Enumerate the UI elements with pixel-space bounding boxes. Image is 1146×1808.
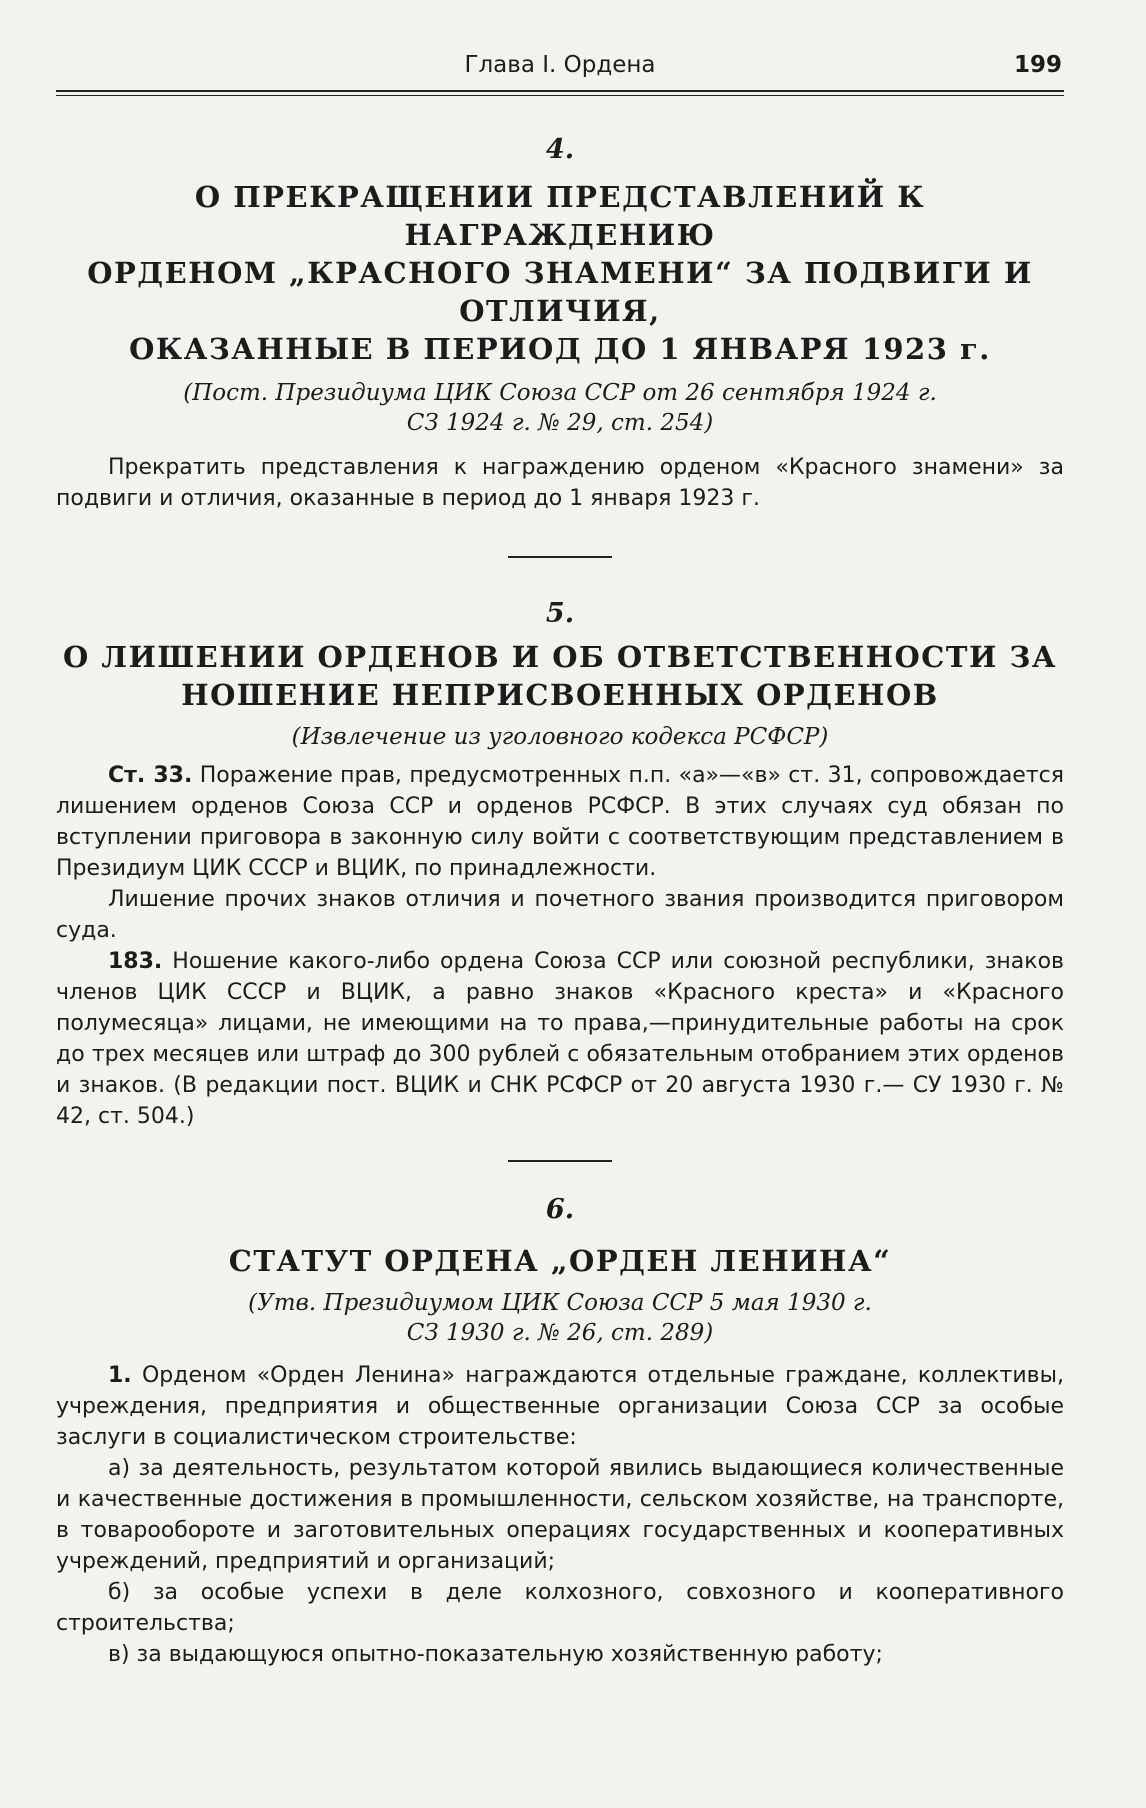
article-text: Орденом «Орден Ленина» награждаются отдельные граждане, коллективы, учреждения, предприятия и общественные организации Союза ССР за особые заслуги в социалистическом строительстве: [56, 1363, 1064, 1450]
heading-line: ОКАЗАННЫЕ В ПЕРИОД ДО 1 ЯНВАРЯ 1923 г. [129, 332, 991, 366]
heading-line: О ЛИШЕНИИ ОРДЕНОВ И ОБ ОТВЕТСТВЕННОСТИ ЗА [62, 640, 1057, 674]
source-line: (Утв. Президиумом ЦИК Союза ССР 5 мая 1930 г. [248, 1290, 872, 1316]
section-heading [56, 638, 1064, 714]
list-item: а) за деятельность, результатом которой явились выдающиеся количественные и качественные достижения в промышленности, сельском хозяйстве, на транспорте, в товарообороте и заготовительных операциях государственных и кооперативных учреждений, предприятий и организаций; [56, 1456, 1064, 1574]
running-header [56, 52, 1064, 88]
heading-line: О ПРЕКРАЩЕНИИ ПРЕДСТАВЛЕНИЙ К НАГРАЖДЕНИЮ [194, 180, 926, 252]
heading-line: НОШЕНИЕ НЕПРИСВОЕННЫХ ОРДЕНОВ [181, 678, 939, 712]
article-text: Поражение прав, предусмотренных п.п. «а»—«в» ст. 31, сопровождается лишением орденов Союза ССР и орденов РСФСР. В этих случаях суд обязан по вступлении приговора в законную силу войти с соответствующим представлением в Президиум ЦИК СССР и ВЦИК, по принадлежности. [56, 763, 1064, 881]
source-line: (Пост. Президиума ЦИК Союза ССР от 26 сентября 1924 г. [183, 380, 937, 406]
list-item: б) за особые успехи в деле колхозного, совхозного и кооперативного строительства; [56, 1580, 1064, 1636]
source-citation: (Извлечение из уголовного кодекса РСФСР) [291, 724, 829, 750]
section-heading [56, 178, 1064, 368]
source-citation [56, 378, 1064, 438]
section-number: 4. [545, 134, 575, 165]
article-label: 183. [108, 949, 163, 974]
section-heading [56, 1242, 1064, 1280]
list-item: в) за выдающуюся опытно-показательную хозяйственную работу; [108, 1642, 883, 1667]
page-number: 199 [1013, 52, 1062, 78]
article-label: Ст. 33. [108, 763, 193, 788]
source-line: СЗ 1924 г. № 29, ст. 254) [406, 410, 714, 436]
heading-line: ОРДЕНОМ „КРАСНОГО ЗНАМЕНИ“ ЗА ПОДВИГИ И ОТЛИЧИЯ, [87, 256, 1033, 328]
source-line: СЗ 1930 г. № 26, ст. 289) [406, 1320, 714, 1346]
article-text: Ношение какого-либо ордена Союза ССР или союзной республики, знаков членов ЦИК СССР и ВЦИК, а равно знаков «Красного креста» и «Красного полумесяца» лицами, не имеющими на то права,—принудительные работы на срок до трех месяцев или штраф до 300 рублей с обязательным отобранием этих орденов и знаков. (В редакции пост. ВЦИК и СНК РСФСР от 20 августа 1930 г.— СУ 1930 г. № 42, ст. 504.) [56, 949, 1065, 1129]
article-paragraph [56, 946, 1064, 1132]
source-citation [56, 1288, 1064, 1348]
chapter-title: Глава I. Ордена [464, 52, 656, 78]
heading-line: СТАТУТ ОРДЕНА „ОРДЕН ЛЕНИНА“ [228, 1244, 892, 1278]
article-paragraph [56, 1360, 1064, 1453]
article-paragraph [56, 760, 1064, 884]
header-rule [56, 90, 1064, 96]
article-label: 1. [108, 1363, 132, 1388]
section-separator [508, 1160, 612, 1162]
section-separator [508, 556, 612, 558]
section-number: 5. [545, 598, 575, 629]
section-number: 6. [545, 1194, 575, 1225]
body-paragraph: Прекратить представления к награждению орденом «Красного знамени» за подвиги и отличия, оказанные в период до 1 января 1923 г. [56, 455, 1064, 511]
body-paragraph: Лишение прочих знаков отличия и почетного звания производится приговором суда. [56, 887, 1064, 943]
